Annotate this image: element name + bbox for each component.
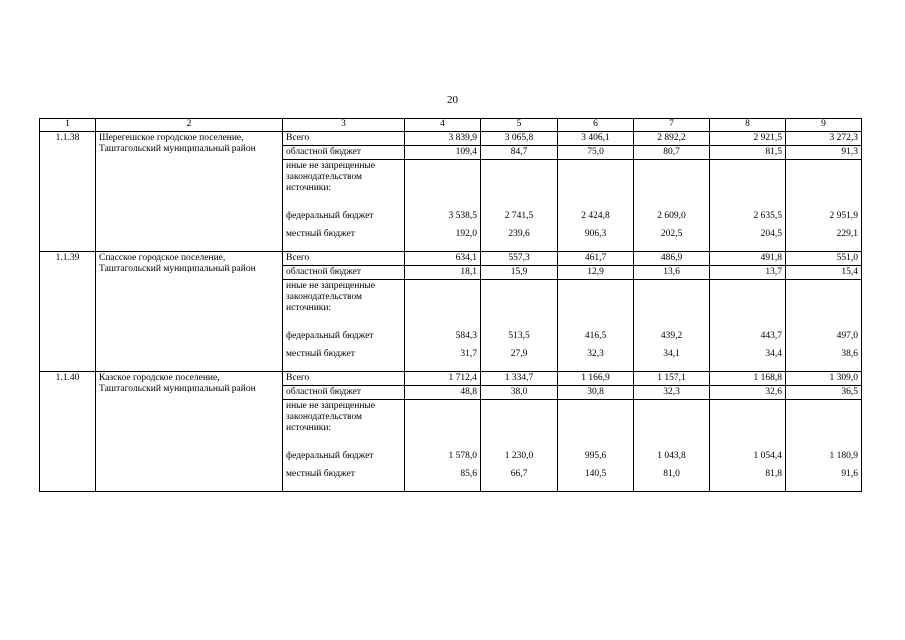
spacer — [408, 401, 477, 451]
value-group — [405, 280, 481, 372]
value-cell: 416,5 — [584, 331, 607, 341]
value-cell: 551,0 — [786, 252, 862, 266]
label-line: законодательством — [286, 172, 363, 182]
value-cell: 91,6 — [841, 469, 858, 479]
spacer — [713, 161, 782, 211]
sub-label: федеральный бюджет — [286, 211, 374, 221]
value-group — [481, 400, 558, 492]
row-label-group — [283, 280, 405, 372]
sub-label: местный бюджет — [286, 229, 355, 239]
col-header: 2 — [96, 119, 283, 132]
spacer — [789, 401, 858, 451]
value-cell: 109,4 — [405, 146, 481, 160]
value-cell: 204,5 — [760, 229, 782, 239]
value-cell: 15,4 — [786, 266, 862, 280]
label-line: законодательством — [286, 292, 363, 302]
value-cell: 34,4 — [765, 349, 782, 359]
value-cell: 906,3 — [584, 229, 607, 239]
value-cell: 486,9 — [634, 252, 710, 266]
value-cell: 1 054,4 — [753, 451, 782, 461]
settlement-name: Спасское городское поселение, Таштагольский муниципальный район — [96, 252, 283, 372]
row-label: Всего — [283, 372, 405, 386]
value-group — [634, 160, 710, 252]
value-cell: 30,8 — [558, 386, 634, 400]
spacer — [713, 281, 782, 331]
value-group — [558, 160, 634, 252]
value-cell: 34,1 — [663, 349, 680, 359]
value-cell: 2 635,5 — [753, 211, 782, 221]
page-number: 20 — [447, 94, 458, 106]
spacer — [484, 161, 554, 211]
spacer — [561, 281, 630, 331]
spacer — [637, 401, 706, 451]
spacer — [286, 194, 401, 211]
spacer — [286, 314, 401, 331]
spacer — [484, 281, 554, 331]
value-group — [405, 160, 481, 252]
value-cell: 491,8 — [710, 252, 786, 266]
value-cell: 91,3 — [786, 146, 862, 160]
spacer — [637, 161, 706, 211]
spacer — [713, 401, 782, 451]
value-cell: 3 065,8 — [481, 132, 558, 146]
col-header: 7 — [634, 119, 710, 132]
value-cell: 1 712,4 — [405, 372, 481, 386]
spacer — [408, 281, 477, 331]
value-cell: 27,9 — [510, 349, 528, 359]
value-cell: 36,5 — [786, 386, 862, 400]
value-cell: 66,7 — [510, 469, 528, 479]
budget-table — [39, 118, 862, 492]
value-cell: 461,7 — [558, 252, 634, 266]
value-cell: 239,6 — [508, 229, 530, 239]
value-cell: 2 424,8 — [581, 211, 610, 221]
label-line: источники: — [286, 423, 332, 433]
value-cell: 81,5 — [710, 146, 786, 160]
label-line: источники: — [286, 303, 332, 313]
value-cell: 2 951,9 — [829, 211, 858, 221]
sub-label: местный бюджет — [286, 349, 355, 359]
value-cell: 2 892,2 — [634, 132, 710, 146]
sub-label: федеральный бюджет — [286, 331, 374, 341]
value-cell: 2 921,5 — [710, 132, 786, 146]
value-cell: 12,9 — [558, 266, 634, 280]
value-cell: 1 578,0 — [448, 451, 477, 461]
col-header: 1 — [40, 119, 96, 132]
row-label: областной бюджет — [283, 386, 405, 400]
spacer — [789, 281, 858, 331]
value-cell: 31,7 — [460, 349, 477, 359]
spacer — [637, 281, 706, 331]
value-group — [786, 280, 862, 372]
value-cell: 85,6 — [460, 469, 477, 479]
value-cell: 1 157,1 — [634, 372, 710, 386]
row-label: Всего — [283, 252, 405, 266]
col-header: 5 — [481, 119, 558, 132]
label-line: иные не запрещенные — [286, 401, 376, 411]
value-cell: 3 538,5 — [448, 211, 477, 221]
value-cell: 140,5 — [584, 469, 607, 479]
value-cell: 443,7 — [760, 331, 782, 341]
value-cell: 3 839,9 — [405, 132, 481, 146]
table-header-row — [40, 119, 862, 132]
col-header: 3 — [283, 119, 405, 132]
value-cell: 1 168,8 — [710, 372, 786, 386]
value-group — [710, 280, 786, 372]
spacer — [789, 161, 858, 211]
value-cell: 439,2 — [660, 331, 683, 341]
value-cell: 15,9 — [481, 266, 558, 280]
value-group — [786, 160, 862, 252]
value-cell: 192,0 — [455, 229, 477, 239]
value-cell: 2 741,5 — [504, 211, 534, 221]
value-group — [710, 400, 786, 492]
value-cell: 75,0 — [558, 146, 634, 160]
row-label: областной бюджет — [283, 146, 405, 160]
item-code: 1.1.38 — [40, 132, 96, 252]
row-label: Всего — [283, 132, 405, 146]
row-label-group — [283, 400, 405, 492]
spacer — [408, 161, 477, 211]
settlement-name: Казское городское поселение, Таштагольский муниципальный район — [96, 372, 283, 492]
table-row — [40, 252, 862, 266]
value-cell: 557,3 — [481, 252, 558, 266]
label-line: иные не запрещенные — [286, 281, 376, 291]
value-cell: 32,6 — [710, 386, 786, 400]
value-cell: 38,6 — [841, 349, 858, 359]
value-cell: 1 043,8 — [657, 451, 686, 461]
item-code: 1.1.40 — [40, 372, 96, 492]
value-cell: 32,3 — [634, 386, 710, 400]
col-header: 8 — [710, 119, 786, 132]
value-cell: 81,0 — [663, 469, 680, 479]
value-cell: 32,3 — [587, 349, 604, 359]
label-line: законодательством — [286, 412, 363, 422]
row-label: областной бюджет — [283, 266, 405, 280]
row-label-group — [283, 160, 405, 252]
value-cell: 995,6 — [584, 451, 607, 461]
col-header: 9 — [786, 119, 862, 132]
sub-label: местный бюджет — [286, 469, 355, 479]
spacer — [561, 161, 630, 211]
value-group — [558, 280, 634, 372]
value-cell: 81,8 — [765, 469, 782, 479]
value-group — [481, 280, 558, 372]
spacer — [561, 401, 630, 451]
value-cell: 634,1 — [405, 252, 481, 266]
value-cell: 1 334,7 — [481, 372, 558, 386]
value-cell: 229,1 — [836, 229, 858, 239]
value-cell: 2 609,0 — [657, 211, 686, 221]
value-group — [786, 400, 862, 492]
col-header: 6 — [558, 119, 634, 132]
spacer — [484, 401, 554, 451]
value-cell: 13,6 — [634, 266, 710, 280]
value-cell: 84,7 — [481, 146, 558, 160]
spacer — [286, 434, 401, 451]
value-group — [405, 400, 481, 492]
value-cell: 497,0 — [836, 331, 858, 341]
value-group — [481, 160, 558, 252]
value-cell: 1 309,0 — [786, 372, 862, 386]
value-cell: 1 166,9 — [558, 372, 634, 386]
col-header: 4 — [405, 119, 481, 132]
value-cell: 1 230,0 — [504, 451, 534, 461]
value-cell: 13,7 — [710, 266, 786, 280]
value-cell: 18,1 — [405, 266, 481, 280]
label-line: иные не запрещенные — [286, 161, 376, 171]
table-row — [40, 372, 862, 386]
value-cell: 80,7 — [634, 146, 710, 160]
value-cell: 48,8 — [405, 386, 481, 400]
value-cell: 38,0 — [481, 386, 558, 400]
value-group — [634, 280, 710, 372]
settlement-name: Шерегешское городское поселение, Таштагольский муниципальный район — [96, 132, 283, 252]
value-cell: 1 180,9 — [829, 451, 858, 461]
value-cell: 202,5 — [660, 229, 683, 239]
value-cell: 3 272,3 — [786, 132, 862, 146]
item-code: 1.1.39 — [40, 252, 96, 372]
value-cell: 3 406,1 — [558, 132, 634, 146]
value-group — [710, 160, 786, 252]
value-group — [558, 400, 634, 492]
value-group — [634, 400, 710, 492]
label-line: источники: — [286, 183, 332, 193]
sub-label: федеральный бюджет — [286, 451, 374, 461]
value-cell: 513,5 — [508, 331, 530, 341]
value-cell: 584,3 — [455, 331, 477, 341]
table-row — [40, 132, 862, 146]
